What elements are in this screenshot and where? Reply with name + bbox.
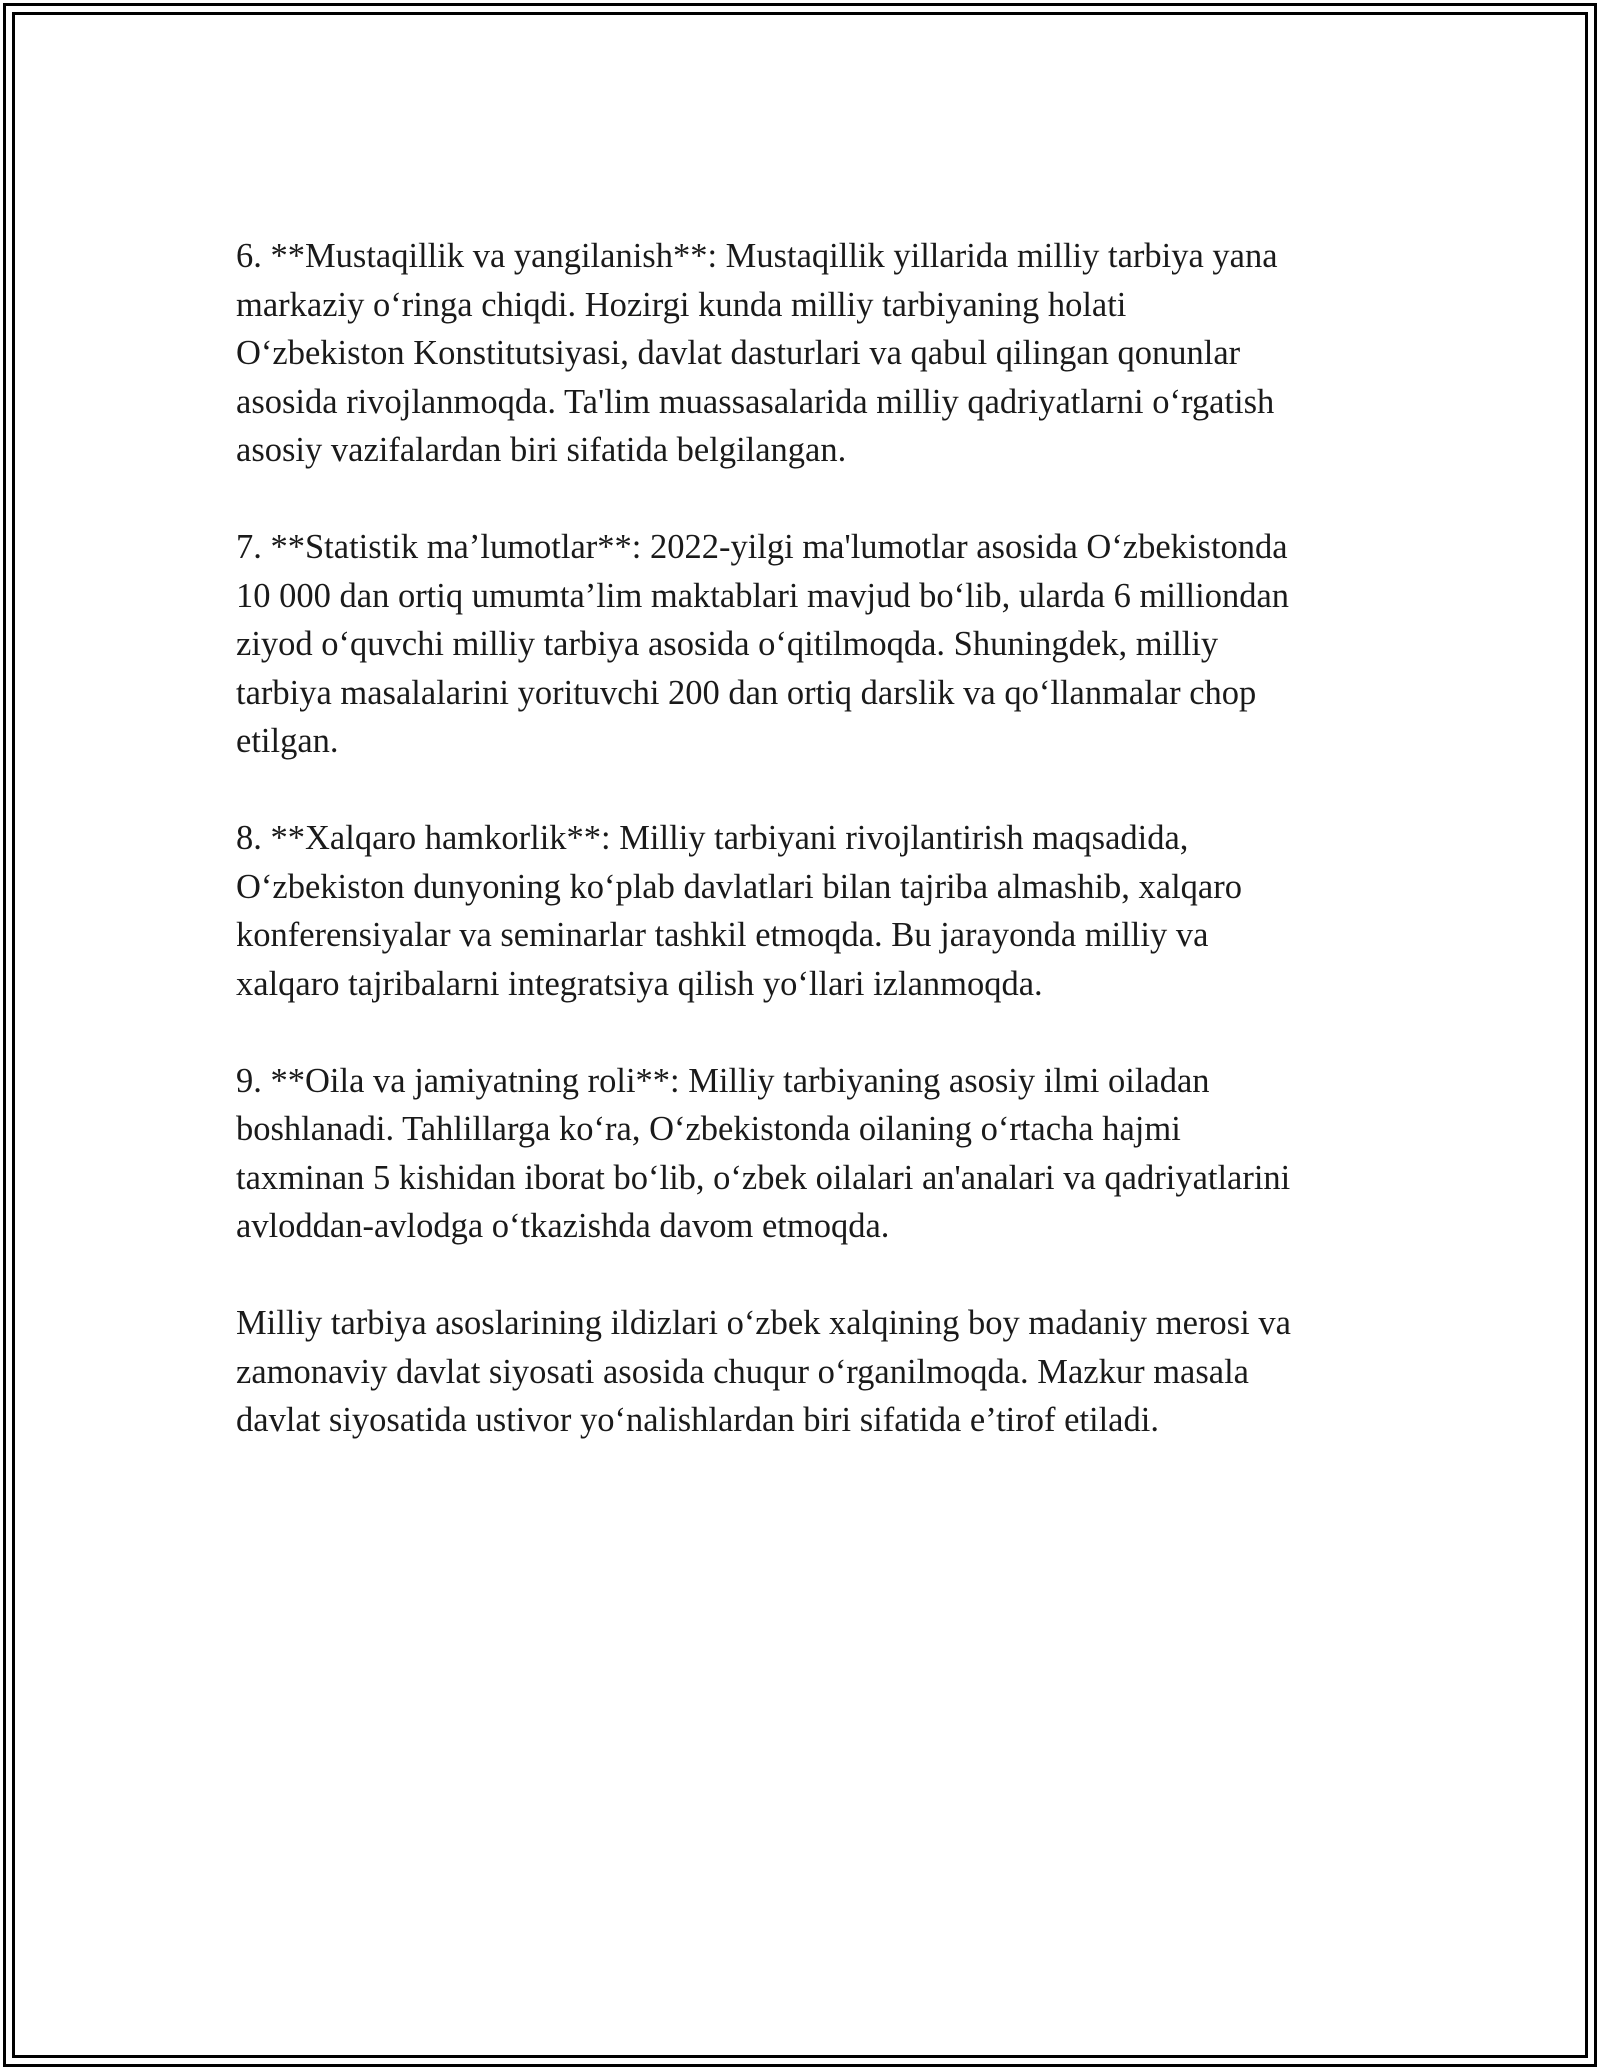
- document-body: [236, 232, 1386, 1445]
- text-line: davlat siyosatida ustivor yo‘nalishlardan biri sifatida e’tirof etiladi.: [236, 1401, 1159, 1439]
- text-line: 6. **Mustaqillik va yangilanish**: Mustaqillik yillarida milliy tarbiya yana: [236, 237, 1278, 275]
- text-line: taxminan 5 kishidan iborat bo‘lib, o‘zbek oilalari an'analari va qadriyatlarini: [236, 1158, 1291, 1197]
- text-line: tarbiya masalalarini yorituvchi 200 dan ortiq darslik va qo‘llanmalar chop: [236, 673, 1257, 712]
- paragraph-conclusion: [236, 1299, 1386, 1445]
- text-line: 8. **Xalqaro hamkorlik**: Milliy tarbiyani rivojlantirish maqsadida,: [236, 819, 1189, 857]
- text-line: 7. **Statistik ma’lumotlar**: 2022-yilgi ma'lumotlar asosida O‘zbekistonda: [236, 528, 1288, 566]
- text-line: ziyod o‘quvchi milliy tarbiya asosida o‘qitilmoqda. Shuningdek, milliy: [236, 625, 1219, 663]
- text-line: asosida rivojlanmoqda. Ta'lim muassasalarida milliy qadriyatlarni o‘rgatish: [236, 382, 1275, 421]
- paragraph-xalqaro: [236, 814, 1386, 1008]
- text-line: O‘zbekiston Konstitutsiyasi, davlat dasturlari va qabul qilingan qonunlar: [236, 334, 1241, 372]
- text-line: markaziy o‘ringa chiqdi. Hozirgi kunda milliy tarbiyaning holati: [236, 285, 1127, 324]
- text-line: boshlanadi. Tahlillarga ko‘ra, O‘zbekistonda oilaning o‘rtacha hajmi: [236, 1110, 1181, 1148]
- text-line: etilgan.: [236, 722, 339, 760]
- text-line: 9. **Oila va jamiyatning roli**: Milliy tarbiyaning asosiy ilmi oiladan: [236, 1061, 1210, 1100]
- text-line: asosiy vazifalardan biri sifatida belgilangan.: [236, 431, 847, 469]
- text-line: zamonaviy davlat siyosati asosida chuqur o‘rganilmoqda. Mazkur masala: [236, 1352, 1249, 1391]
- text-line: avloddan-avlodga o‘tkazishda davom etmoqda.: [236, 1207, 890, 1245]
- paragraph-mustaqillik: [236, 232, 1386, 475]
- text-line: konferensiyalar va seminarlar tashkil etmoqda. Bu jarayonda milliy va: [236, 916, 1209, 954]
- text-line: 10 000 dan ortiq umumta’lim maktablari mavjud bo‘lib, ularda 6 milliondan: [236, 576, 1290, 615]
- text-line: Milliy tarbiya asoslarining ildizlari o‘zbek xalqining boy madaniy merosi va: [236, 1304, 1291, 1342]
- paragraph-statistik: [236, 523, 1386, 766]
- paragraph-oila: [236, 1057, 1386, 1251]
- text-line: O‘zbekiston dunyoning ko‘plab davlatlari bilan tajriba almashib, xalqaro: [236, 867, 1242, 906]
- text-line: xalqaro tajribalarni integratsiya qilish yo‘llari izlanmoqda.: [236, 964, 1043, 1003]
